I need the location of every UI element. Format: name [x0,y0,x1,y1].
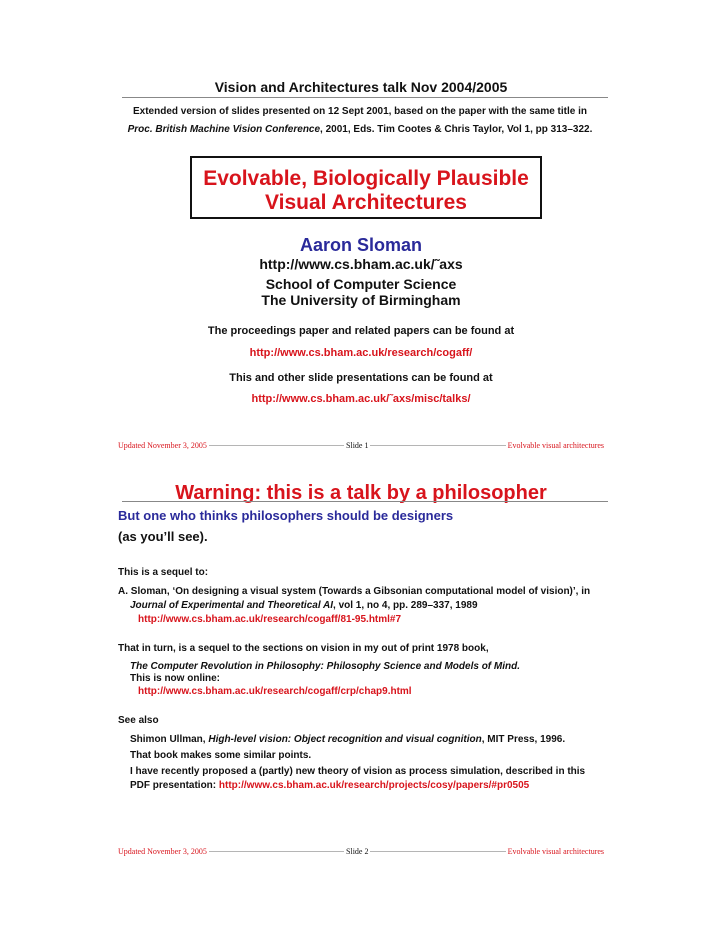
footer-title: Evolvable visual architectures [507,846,605,856]
ullman-author: Shimon Ullman, [130,734,209,745]
sequel-intro: This is a sequel to: [118,567,209,578]
book-title: The Computer Revolution in Philosophy: Philosophy Science and Models of Mind. [130,661,521,672]
extended-version-line: Extended version of slides presented on 12 Sept 2001, based on the paper with the same title in [132,106,587,117]
reference-1-line-1: A. Sloman, ‘On designing a visual system (Towards a Gibsonian computational model of vision)’, in [118,586,591,597]
school-name: School of Computer Science [265,276,457,292]
footer-rule-left [209,851,344,852]
proposal-line-1: I have recently proposed a (partly) new theory of vision as process simulation, described in this [130,766,586,777]
university-name: The University of Birmingham [261,292,461,308]
slides-text: This and other slide presentations can be found at [229,372,493,384]
reference-1-line-2 [130,600,478,611]
proposal-line-2 [130,780,529,791]
reference-1-journal: Journal of Experimental and Theoretical AI [130,600,334,611]
ullman-reference [130,734,565,745]
slides-link[interactable]: http://www.cs.bham.ac.uk/˜axs/misc/talks/ [251,393,471,405]
conference-name: Proc. British Machine Vision Conference [127,124,321,135]
pdf-label: PDF presentation: [130,780,219,791]
reference-1-link[interactable]: http://www.cs.bham.ac.uk/research/cogaff/81-95.html#7 [138,614,402,625]
footer-slide-number: Slide 1 [346,440,369,450]
slide-footer [118,845,604,857]
sequel-turn-text: That in turn, is a sequel to the sections on vision in my out of print 1978 book, [118,643,489,654]
reference-1-details: , vol 1, no 4, pp. 289–337, 1989 [333,600,478,611]
online-text: This is now online: [130,673,220,684]
see-also: See also [118,715,159,726]
slide-footer [118,439,604,451]
footer-rule-right [370,445,505,446]
author-name: Aaron Sloman [299,235,423,255]
footer-rule-left [209,445,344,446]
pdf-link[interactable]: http://www.cs.bham.ac.uk/research/projects/cosy/papers/#pr0505 [218,780,530,791]
warning-title: Warning: this is a talk by a philosopher [175,482,547,504]
conference-line [100,124,620,135]
author-url[interactable]: http://www.cs.bham.ac.uk/˜axs [259,256,463,272]
footer-updated: Updated November 3, 2005 [118,846,207,856]
footer-slide-number: Slide 2 [346,846,369,856]
ullman-details: , MIT Press, 1996. [481,734,566,745]
proceedings-text: The proceedings paper and related papers can be found at [207,325,515,337]
subtitle: But one who thinks philosophers should be designers [118,508,454,523]
similar-points: That book makes some similar points. [130,750,312,761]
footer-rule-right [370,851,505,852]
ullman-book-title: High-level vision: Object recognition and visual cognition [208,734,482,745]
slide-title-line-2: Visual Architectures [265,191,467,214]
proceedings-link[interactable]: http://www.cs.bham.ac.uk/research/cogaff/ [249,347,473,359]
warning-title-rule [122,501,608,502]
footer-title: Evolvable visual architectures [507,440,605,450]
footer-updated: Updated November 3, 2005 [118,440,207,450]
book-link[interactable]: http://www.cs.bham.ac.uk/research/cogaff/crp/chap9.html [138,686,412,697]
slide-header: Vision and Architectures talk Nov 2004/2005 [214,79,508,95]
aside: (as you’ll see). [118,529,208,544]
slide-title-line-1: Evolvable, Biologically Plausible [203,167,529,190]
header-rule [122,97,608,98]
conference-details: , 2001, Eds. Tim Cootes & Chris Taylor, Vol 1, pp 313–322. [320,124,593,135]
title-box [190,156,542,219]
